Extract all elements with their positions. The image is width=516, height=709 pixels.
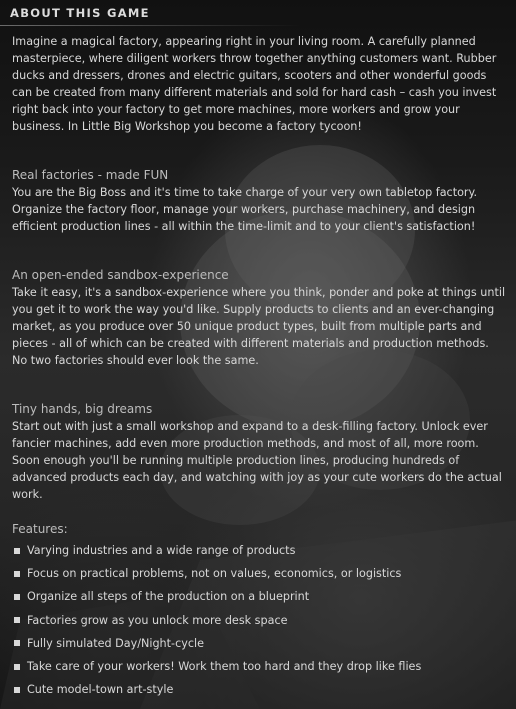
section-body: Start out with just a small workshop and expand to a desk-filling factory. Unlock ever fancier machines, add even more production methods, and most of all, more room. Soon enough you'll be running multiple production lines, producing hundreds of advanced products each day, and watching with joy as your cute workers do the actual work.: [12, 420, 502, 501]
bullet-icon: [14, 687, 20, 693]
feature-item: [12, 585, 506, 608]
intro-paragraph: Imagine a magical factory, appearing right in your living room. A carefully planned masterpiece, where diligent workers throw together anything customers want. Rubber ducks and dressers, drones and electric guitars, scooters and other wonderful goods can be created from many different materials and sold for hard cash – cash you invest right back into your factory to get more machines, more workers and grow your business. In Little Big Workshop you become a factory tycoon!: [12, 35, 497, 133]
feature-text: Cute model-town art-style: [27, 683, 174, 697]
feature-text: Factories grow as you unlock more desk space: [27, 613, 288, 627]
section-title: Tiny hands, big dreams: [12, 402, 153, 416]
feature-item: [12, 562, 506, 585]
bullet-icon: [14, 617, 20, 623]
section-header: ABOUT THIS GAME: [10, 6, 150, 20]
bullet-icon: [14, 664, 20, 670]
feature-item: [12, 539, 506, 562]
feature-item: [12, 609, 506, 632]
bullet-icon: [14, 571, 20, 577]
feature-text: Varying industries and a wide range of products: [27, 544, 296, 558]
features-title: Features:: [12, 522, 68, 536]
feature-item: [12, 655, 506, 678]
section-body: You are the Big Boss and it's time to take charge of your very own tabletop factory. Organize the factory floor, manage your workers, purchase machinery, and design efficient production lines - all within the time-limit and to your client's satisfaction!: [12, 186, 478, 233]
feature-item: [12, 678, 506, 701]
section-title: An open-ended sandbox-experience: [12, 268, 229, 282]
bullet-icon: [14, 640, 20, 646]
section-body: Take it easy, it's a sandbox-experience where you think, ponder and poke at things until you get it to work the way you'd like. Supply products to clients and an ever-changing market, as you produce over 50 unique product types, built from multiple parts and pieces - all of which can be created with different materials and production methods. No two factories should ever look the same.: [12, 286, 506, 367]
feature-item: [12, 632, 506, 655]
features-list: [12, 539, 506, 701]
feature-text: Fully simulated Day/Night-cycle: [27, 636, 204, 650]
feature-text: Take care of your workers! Work them too hard and they drop like flies: [27, 660, 422, 674]
bullet-icon: [14, 594, 20, 600]
header-divider: [0, 25, 300, 26]
bullet-icon: [14, 548, 20, 554]
feature-text: Organize all steps of the production on a blueprint: [27, 590, 310, 604]
feature-text: Focus on practical problems, not on values, economics, or logistics: [27, 567, 402, 581]
section-title: Real factories - made FUN: [12, 168, 169, 182]
